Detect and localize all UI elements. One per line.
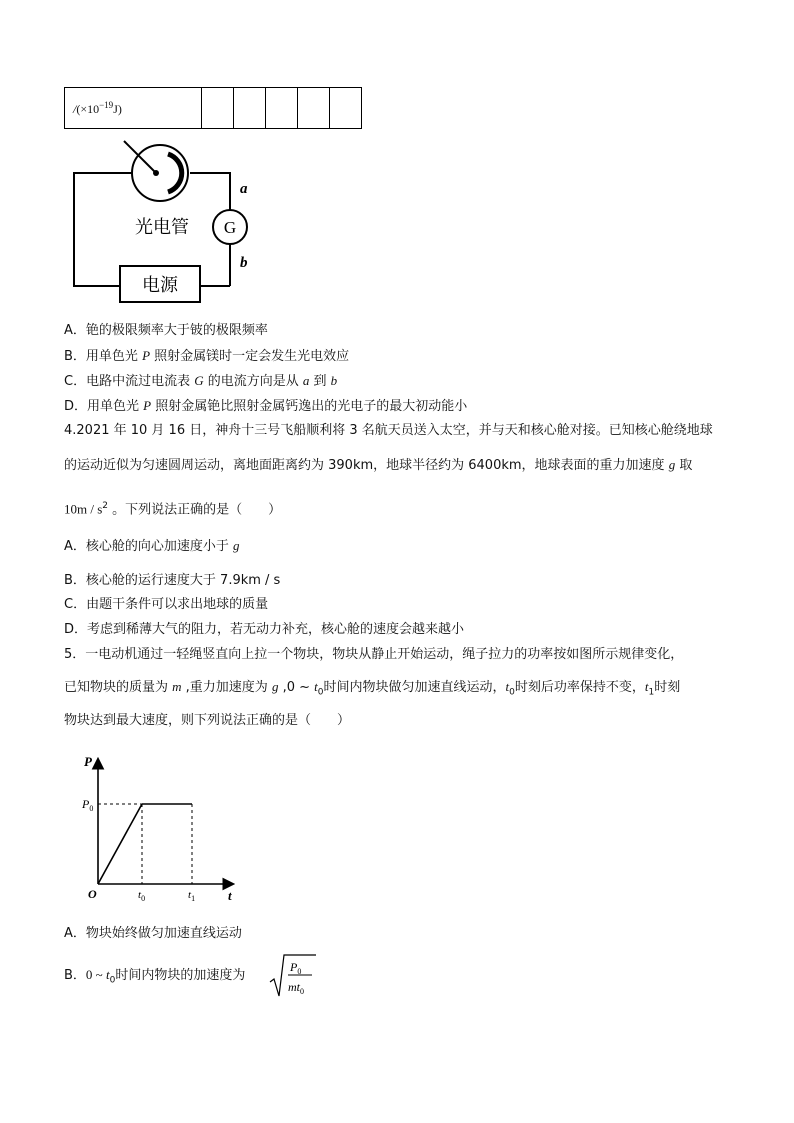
ramp-segment [98, 804, 142, 884]
p0-label: $P_0$ [82, 797, 94, 813]
q4-stem-line2: 的运动近似为匀速圆周运动，离地面距离约为 390km，地球半径约为 6400km，地球表面的重力加速度 g 取 [64, 457, 693, 473]
phototube-circuit-diagram [64, 136, 264, 306]
y-axis-label: P [84, 754, 92, 769]
q4-option-d: D．考虑到稀薄大气的阻力，若无动力补充，核心舱的速度会越来越小 [64, 622, 465, 637]
q3-option-d: D．用单色光 P 照射金属铯比照射金属钙逸出的光电子的最大初动能小 [64, 398, 468, 414]
table-header-unit: $(\times 10^{-19}J)$ [76, 99, 122, 116]
q4-stem-line3: $10m / s^2$ 。下列说法正确的是（ ） [64, 501, 282, 518]
table-cell [234, 88, 266, 129]
table-header-cell: $/(\times 10^{-19}J)$ [65, 88, 202, 129]
q5-option-b: B．0 ~ $t_0$时间内物块的加速度为 [64, 967, 246, 986]
work-function-table [64, 87, 362, 129]
q4-option-c: C．由题干条件可以求出地球的质量 [64, 597, 269, 612]
terminal-a-label: a [240, 181, 248, 197]
t1-label: $t_1$ [188, 889, 196, 902]
q3-option-b: B．用单色光 P 照射金属镁时一定会发生光电效应 [64, 348, 350, 364]
power-time-graph [80, 752, 240, 902]
table-cell [330, 88, 362, 129]
formula-numerator: $P_0$ [290, 960, 302, 976]
table-cell [298, 88, 330, 129]
t0-label: $t_0$ [138, 889, 146, 902]
q4-option-a: A．核心舱的向心加速度小于 g [64, 538, 240, 554]
table-cell [266, 88, 298, 129]
q3-option-a: A．铯的极限频率大于铍的极限频率 [64, 323, 268, 338]
q5-stem-line2: 已知物块的质量为 m ,重力加速度为 g ,0 ~ $t_0$时间内物块做匀加速直线运动，$t_0$时刻后功率保持不变，$t_1$时刻 [64, 679, 681, 698]
q4-option-b: B．核心舱的运行速度大于 7.9km / s [64, 573, 281, 588]
origin-label: O [88, 887, 97, 901]
terminal-b-label: b [240, 255, 248, 271]
q5-stem-line3: 物块达到最大速度，则下列说法正确的是（ ） [64, 713, 351, 728]
galvanometer-label: G [223, 218, 237, 237]
x-axis-label: t [228, 888, 232, 902]
power-source-label: 电源 [142, 275, 178, 296]
q4-stem-line1: 4.2021 年 10 月 16 日，神舟十三号飞船顺利将 3 名航天员送入太空，并与天和核心舱对接。已知核心舱绕地球 [64, 423, 713, 438]
q5-stem-line1: 5．一电动机通过一轻绳竖直向上拉一个物块，物块从静止开始运动，绳子拉力的功率按如图所示规律变化， [64, 647, 684, 662]
table-cell [202, 88, 234, 129]
formula-denominator: $mt_0$ [288, 980, 304, 996]
q3-option-c: C．电路中流过电流表 G 的电流方向是从 a 到 b [64, 373, 338, 389]
acceleration-formula [268, 952, 318, 1000]
q5-option-a: A．物块始终做匀加速直线运动 [64, 926, 242, 941]
phototube-label: 光电管 [135, 217, 189, 238]
